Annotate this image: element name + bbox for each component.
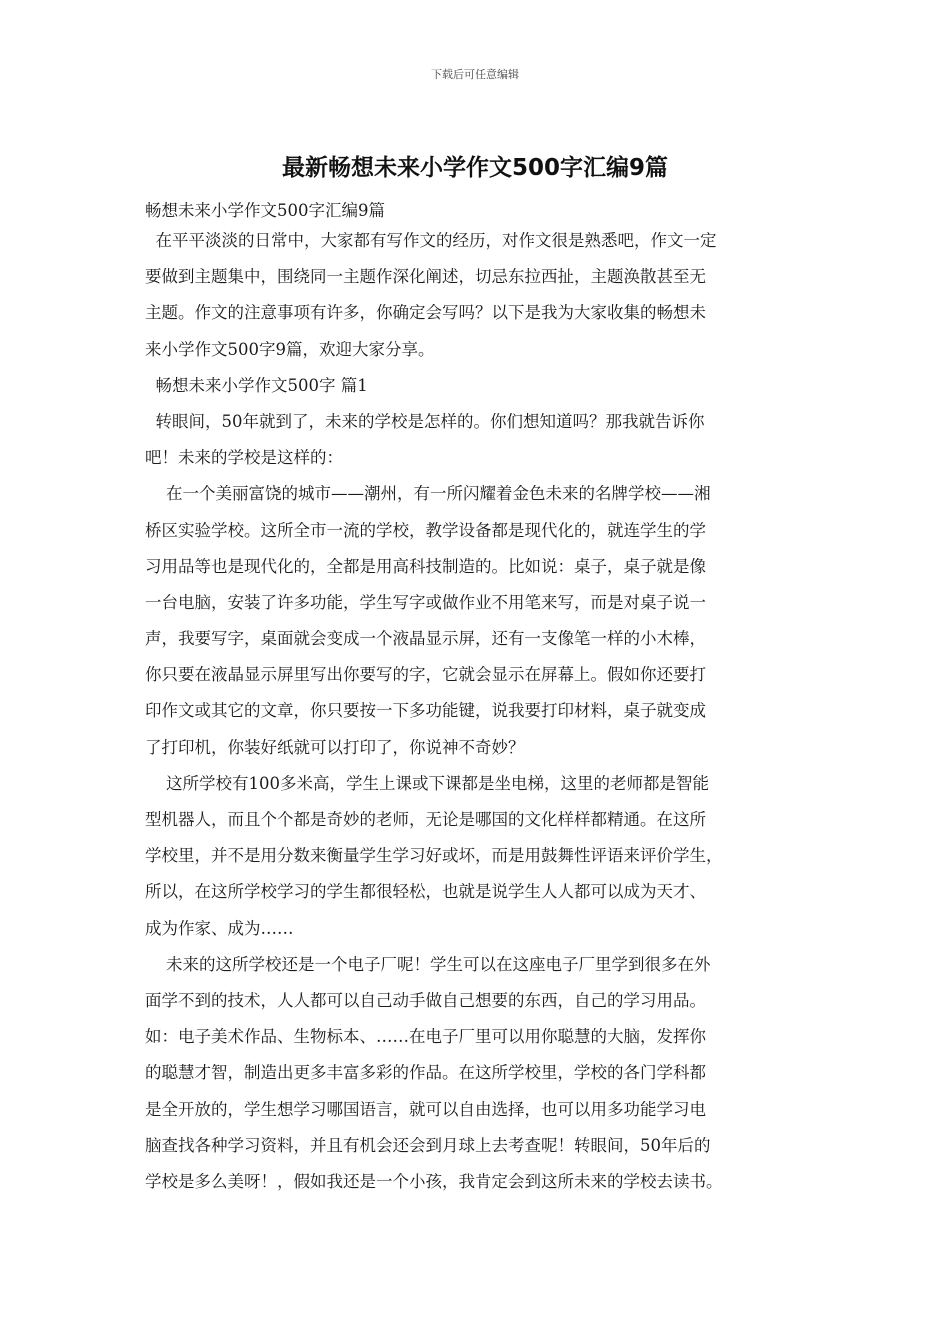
body-line: 脑查找各种学习资料，并且有机会还会到月球上去考查呢！转眼间，50年后的	[145, 1135, 711, 1155]
body-line: 型机器人，而且个个都是奇妙的老师，无论是哪国的文化样样都精通。在这所	[145, 810, 706, 829]
body-line: 来小学作文500字9篇，欢迎大家分享。	[145, 339, 435, 359]
body-line: 所以，在这所学校学习的学生都很轻松，也就是说学生人人都可以成为天才、	[145, 882, 706, 902]
body-line: 在平平淡淡的日常中，大家都有写作文的经历，对作文很是熟悉吧，作文一定	[145, 231, 717, 250]
body-line: 未来的这所学校还是一个电子厂呢！学生可以在这座电子厂里学到很多在外	[145, 954, 711, 974]
body-line: 学校是多么美呀！，假如我还是一个小孩，我肯定会到这所未来的学校去读书。	[145, 1171, 723, 1191]
body-line: 的聪慧才智，制造出更多丰富多彩的作品。在这所学校里，学校的各门学科都	[145, 1063, 706, 1083]
section-heading: 畅想未来小学作文500字 篇1	[145, 375, 368, 395]
body-line: 是全开放的，学生想学习哪国语言，就可以自由选择，也可以用多功能学习电	[145, 1099, 706, 1119]
body-line: 成为作家、成为……	[145, 918, 294, 938]
page-header: 下载后可任意编辑	[431, 68, 519, 81]
body-line: 习用品等也是现代化的，全都是用高科技制造的。比如说：桌子，桌子就是像	[145, 556, 706, 576]
body-line: 吧！未来的学校是这样的：	[145, 448, 343, 468]
body-line: 如：电子美术作品、生物标本、……在电子厂里可以用你聪慧的大脑，发挥你	[145, 1027, 706, 1047]
body-line: 面学不到的技术，人人都可以自己动手做自己想要的东西，自己的学习用品。	[145, 990, 706, 1010]
body-line: 在一个美丽富饶的城市——潮州，有一所闪耀着金色未来的名牌学校——湘	[145, 484, 711, 504]
body-line: 了打印机，你装好纸就可以打印了，你说神不奇妙？	[145, 737, 525, 757]
body-line: 你只要在液晶显示屏里写出你要写的字，它就会显示在屏幕上。假如你还要打	[145, 665, 706, 685]
body-line: 一台电脑，安装了许多功能，学生写字或做作业不用笔来写，而是对桌子说一	[145, 592, 706, 612]
body-line: 这所学校有100多米高，学生上课或下课都是坐电梯，这里的老师都是智能	[145, 773, 709, 793]
subtitle-line: 畅想未来小学作文500字汇编9篇	[145, 201, 385, 220]
body-line: 转眼间，50年就到了，未来的学校是怎样的。你们想知道吗？那我就告诉你	[145, 411, 705, 431]
body-line: 声，我要写字，桌面就会变成一个液晶显示屏，还有一支像笔一样的小木棒，	[145, 629, 706, 649]
body-line: 要做到主题集中，围绕同一主题作深化阐述，切忌东拉西扯，主题涣散甚至无	[145, 267, 706, 287]
body-line: 主题。作文的注意事项有许多，你确定会写吗？以下是我为大家收集的畅想未	[145, 303, 706, 323]
body-line: 桥区实验学校。这所全市一流的学校，教学设备都是现代化的，就连学生的学	[145, 520, 706, 540]
document-body	[145, 198, 817, 1205]
body-line: 印作文或其它的文章，你只要按一下多功能键，说我要打印材料，桌子就变成	[145, 701, 706, 721]
document-title: 最新畅想未来小学作文500字汇编9篇	[281, 155, 668, 181]
body-line: 学校里，并不是用分数来衡量学生学习好或坏，而是用鼓舞性评语来评价学生，	[145, 846, 723, 866]
